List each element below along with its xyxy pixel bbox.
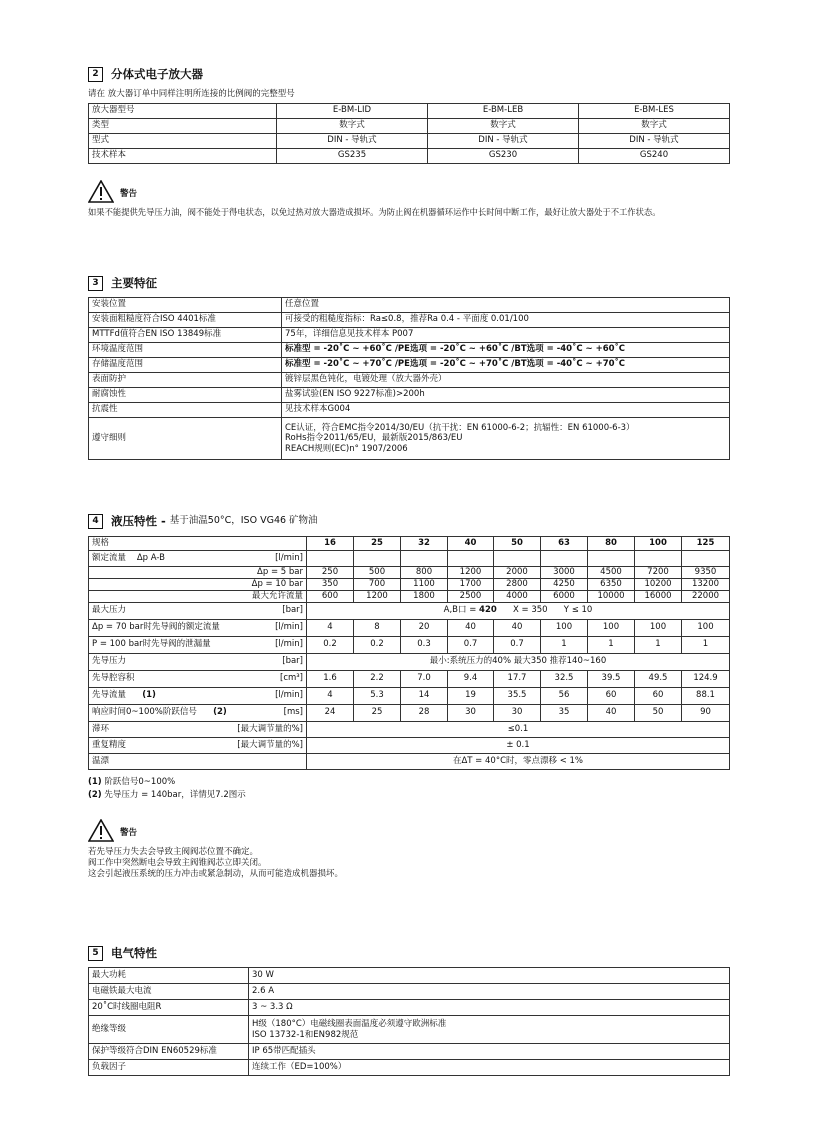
param-value: 100 [588,620,635,637]
param-label: P = 100 bar时先导阀的泄漏量 [92,639,211,650]
size-header-row [89,537,730,551]
param-unit: [cm³] [280,673,303,684]
param-unit: [l/min] [275,690,303,701]
span-label-cell [89,722,307,738]
section-3-header [88,276,157,291]
flow-value: 350 [307,579,354,591]
table-row [89,373,730,388]
warning-label: 警告 [120,189,138,200]
elec-label: 最大功耗 [89,968,249,984]
feature-label: 遵守细则 [89,418,282,460]
empty-cell [401,551,448,567]
pilot-pressure-value: 最小:系统压力的40% 最大350 推荐140~160 [307,654,730,671]
table-cell: DIN - 导轨式 [579,134,730,149]
warning-label: 警告 [120,828,138,839]
flow-value: 700 [354,579,401,591]
param-note: (1) [142,690,156,701]
param-label: 先导流量 [92,690,127,701]
feature-label: 存储温度范围 [89,358,282,373]
table-row [89,328,730,343]
empty-cell [682,551,730,567]
flow-unit: [l/min] [275,552,303,563]
section-title: 液压特性 - [111,513,166,528]
size-header: 32 [401,537,448,551]
flow-row [89,567,730,579]
flow-value: 16000 [635,591,682,603]
param-value: 124.9 [682,671,730,688]
pressure-ab: A,B口 = [443,605,480,616]
elec-label: 保护等级符合DIN EN60529标准 [89,1044,249,1060]
table-cell: E-BM-LEB [428,104,579,119]
table-cell: 数字式 [428,119,579,134]
param-label: 先导腔容积 [92,673,135,684]
flow-row [89,591,730,603]
flow-row [89,579,730,591]
warning-line: 这会引起液压系统的压力冲击或紧急制动，从而可能造成机器损坏。 [88,869,344,880]
size-header: 80 [588,537,635,551]
param-value: 35 [541,705,588,722]
param-value: 40 [494,620,541,637]
empty-cell [541,551,588,567]
warning-icon [88,180,114,203]
param-value: 100 [541,620,588,637]
param-value: 2.2 [354,671,401,688]
param-note: (2) [213,707,227,718]
elec-value: 2.6 A [249,984,730,1000]
param-value: 40 [588,705,635,722]
param-label-cell [89,671,307,688]
feature-value: 任意位置 [282,298,730,313]
param-value: 4 [307,620,354,637]
flow-value: 2500 [448,591,494,603]
warning-2-text [88,847,343,880]
flow-value: 1200 [354,591,401,603]
empty-cell [448,551,494,567]
pilot-pressure-row [89,654,730,671]
feature-value: 可接受的粗糙度指标：Ra≤0.8，推荐Ra 0.4 - 平面度 0.01/100 [282,313,730,328]
table-row [89,119,730,134]
flow-label-cell [89,551,307,567]
param-value: 28 [401,705,448,722]
size-header: 50 [494,537,541,551]
section-5-header [88,946,157,961]
flow-value: 3000 [541,567,588,579]
elec-label: 电磁铁最大电流 [89,984,249,1000]
section-number: 5 [88,946,103,961]
empty-cell [635,551,682,567]
table-row [89,388,730,403]
flow-value: 10200 [635,579,682,591]
footnote-2 [88,791,246,801]
span-label: 重复精度 [92,739,127,750]
feature-value: 75年，详细信息见技术样本 P007 [282,328,730,343]
param-value: 9.4 [448,671,494,688]
size-header: 25 [354,537,401,551]
span-label: 温漂 [92,755,110,766]
param-label: 响应时间0~100%阶跃信号 [92,707,197,718]
flow-row-label: 最大允许流量 [89,591,307,603]
pressure-unit: [bar] [282,605,303,616]
table-cell: 放大器型号 [89,104,277,119]
table-cell: DIN - 导轨式 [277,134,428,149]
feature-value: 见技术样本G004 [282,403,730,418]
param-value: 39.5 [588,671,635,688]
insulation-line: ISO 13732-1和EN982规范 [252,1029,359,1040]
param-row [89,688,730,705]
flow-value: 800 [401,567,448,579]
empty-cell [354,551,401,567]
hydraulic-table [88,536,730,770]
param-value: 100 [635,620,682,637]
compliance-line: RoHs指令2011/65/EU，最新版2015/863/EU [285,433,463,444]
pilot-pressure-label-cell [89,654,307,671]
feature-label: 安装位置 [89,298,282,313]
table-row [89,358,730,373]
flow-value: 1800 [401,591,448,603]
param-value: 1 [541,637,588,654]
insulation-line: H级（180°C）电磁线圈表面温度必须遵守欧洲标准 [252,1019,447,1030]
table-row [89,984,730,1000]
table-row [89,968,730,984]
warning-1 [88,180,137,203]
flow-value: 250 [307,567,354,579]
section-4-header [88,514,318,529]
flow-value: 1200 [448,567,494,579]
empty-cell [494,551,541,567]
span-value: 在ΔT = 40°C时，零点漂移 < 1% [307,754,730,770]
span-unit: [最大调节量的%] [237,739,303,750]
pilot-pressure-unit: [bar] [282,656,303,667]
param-value: 24 [307,705,354,722]
table-row [89,104,730,119]
table-row [89,403,730,418]
table-cell: DIN - 导轨式 [428,134,579,149]
flow-value: 2800 [494,579,541,591]
flow-title-row [89,551,730,567]
span-row [89,738,730,754]
param-value: 17.7 [494,671,541,688]
footnote-1-text: 阶跃信号0~100% [104,777,176,787]
table-row [89,149,730,164]
param-value: 0.2 [307,637,354,654]
pressure-label: 最大压力 [92,605,127,616]
param-row [89,705,730,722]
feature-label: 安装面粗糙度符合ISO 4401标准 [89,313,282,328]
pressure-value [307,603,730,620]
table-row [89,298,730,313]
section-number: 4 [88,514,103,529]
param-value: 20 [401,620,448,637]
flow-value: 600 [307,591,354,603]
span-label-cell [89,754,307,770]
warning-1-text: 如果不能提供先导压力油，阀不能处于得电状态，以免过热对放大器造成损坏。为防止阀在机器循环运作中长时间中断工作，最好让放大器处于不工作状态。 [88,207,661,217]
span-value: ± 0.1 [307,738,730,754]
table-cell: 技术样本 [89,149,277,164]
flow-value: 1100 [401,579,448,591]
feature-label: MTTFd值符合EN ISO 13849标准 [89,328,282,343]
flow-value: 4000 [494,591,541,603]
param-value: 8 [354,620,401,637]
param-value: 7.0 [401,671,448,688]
param-unit: [l/min] [275,622,303,633]
table-row [89,1060,730,1076]
table-row [89,343,730,358]
section-title: 分体式电子放大器 [111,66,203,81]
section-number: 3 [88,276,103,291]
flow-value: 6000 [541,591,588,603]
section-number: 2 [88,67,103,82]
pressure-ab-value: 420 [479,605,497,616]
feature-value: 标准型 = -20˚C ~ +60˚C /PE选项 = -20˚C ~ +60˚C /BT选项 = -40˚C ~ +60˚C [282,343,730,358]
feature-label: 耐腐蚀性 [89,388,282,403]
flow-label: 额定流量 [92,552,127,563]
span-value: ≤0.1 [307,722,730,738]
pressure-x: X = 350 [513,605,548,616]
param-value: 40 [448,620,494,637]
insulation-row [89,1016,730,1044]
size-header: 100 [635,537,682,551]
pressure-y: Y ≤ 10 [563,605,593,616]
param-value: 60 [635,688,682,705]
param-value: 100 [682,620,730,637]
param-value: 5.3 [354,688,401,705]
param-row [89,671,730,688]
flow-value: 4250 [541,579,588,591]
footnote-1-number: (1) [88,777,102,787]
table-cell: 型式 [89,134,277,149]
warning-line: 若先导压力失去会导致主阀阀芯位置不确定。 [88,847,259,857]
table-row [89,1000,730,1016]
section-subtitle: 基于油温50°C，ISO VG46 矿物油 [169,515,318,527]
param-value: 0.2 [354,637,401,654]
span-row [89,754,730,770]
footnote-2-number: (2) [88,790,102,800]
feature-value: 镀锌层黑色钝化，电镀处理（放大器外壳） [282,373,730,388]
param-value: 90 [682,705,730,722]
param-value: 0.7 [494,637,541,654]
warning-icon [88,819,114,842]
table-cell: GS230 [428,149,579,164]
param-value: 25 [354,705,401,722]
param-value: 4 [307,688,354,705]
flow-value: 10000 [588,591,635,603]
flow-value: 500 [354,567,401,579]
section-title: 电气特性 [111,945,157,960]
param-value: 56 [541,688,588,705]
main-features-table [88,297,730,460]
flow-row-label: Δp = 5 bar [89,567,307,579]
param-value: 1 [682,637,730,654]
param-row [89,620,730,637]
feature-value: 标准型 = -20˚C ~ +70˚C /PE选项 = -20˚C ~ +70˚C /BT选项 = -40˚C ~ +70˚C [282,358,730,373]
table-cell: 数字式 [277,119,428,134]
table-cell: GS240 [579,149,730,164]
elec-value: 连续工作（ED=100%） [249,1060,730,1076]
size-header: 125 [682,537,730,551]
warning-2 [88,819,137,842]
amplifier-note: 请在 放大器订单中同样注明所连接的比例阀的完整型号 [88,89,295,99]
flow-value: 1700 [448,579,494,591]
param-value: 49.5 [635,671,682,688]
pilot-pressure-label: 先导压力 [92,656,127,667]
param-value: 1.6 [307,671,354,688]
span-label-cell [89,738,307,754]
amplifier-table [88,103,730,164]
elec-value: 30 W [249,968,730,984]
table-row [89,134,730,149]
param-value: 1 [635,637,682,654]
compliance-line: CE认证，符合EMC指令2014/30/EU（抗干扰：EN 61000-6-2；抗辐性：EN 61000-6-3） [285,423,635,434]
flow-value: 4500 [588,567,635,579]
table-cell: 类型 [89,119,277,134]
param-value: 88.1 [682,688,730,705]
feature-label: 环境温度范围 [89,343,282,358]
param-value: 19 [448,688,494,705]
param-label-cell [89,688,307,705]
section-2-header [88,67,203,82]
param-value: 0.3 [401,637,448,654]
span-unit: [最大调节量的%] [237,723,303,734]
flow-value: 13200 [682,579,730,591]
param-value: 1 [588,637,635,654]
param-value: 14 [401,688,448,705]
elec-value: 3 ~ 3.3 Ω [249,1000,730,1016]
elec-label: 绝缘等级 [89,1016,249,1044]
compliance-value [282,418,730,460]
flow-value: 22000 [682,591,730,603]
spec-label: 规格 [89,537,307,551]
feature-value: 盐雾试验(EN ISO 9227标准)>200h [282,388,730,403]
param-value: 35.5 [494,688,541,705]
size-header: 16 [307,537,354,551]
footnote-1 [88,778,175,788]
pressure-label-cell [89,603,307,620]
span-row [89,722,730,738]
flow-sub: Δp A-B [136,552,165,563]
empty-cell [588,551,635,567]
section-title: 主要特征 [111,275,157,290]
param-row [89,637,730,654]
param-label: Δp = 70 bar时先导阀的额定流量 [92,622,220,633]
size-header: 63 [541,537,588,551]
size-header: 40 [448,537,494,551]
span-label: 滞环 [92,723,110,734]
flow-value: 9350 [682,567,730,579]
param-unit: [ms] [283,707,303,718]
flow-value: 6350 [588,579,635,591]
table-cell: 数字式 [579,119,730,134]
compliance-row [89,418,730,460]
table-row [89,313,730,328]
footnote-2-text: 先导压力 = 140bar，详情见7.2图示 [104,790,246,800]
compliance-line: REACH规则(EC)n° 1907/2006 [285,443,408,454]
param-value: 32.5 [541,671,588,688]
pressure-row [89,603,730,620]
feature-label: 表面防护 [89,373,282,388]
elec-label: 20˚C时线圈电阻R [89,1000,249,1016]
table-cell: GS235 [277,149,428,164]
param-label-cell [89,637,307,654]
warning-line: 阀工作中突然断电会导致主阀锥阀芯立即关闭。 [88,858,267,869]
feature-label: 抗震性 [89,403,282,418]
param-value: 30 [494,705,541,722]
param-value: 60 [588,688,635,705]
insulation-value [249,1016,730,1044]
param-value: 30 [448,705,494,722]
param-value: 50 [635,705,682,722]
flow-value: 7200 [635,567,682,579]
param-label-cell [89,620,307,637]
table-row [89,1044,730,1060]
param-unit: [l/min] [275,639,303,650]
empty-cell [307,551,354,567]
elec-label: 负载因子 [89,1060,249,1076]
param-value: 0.7 [448,637,494,654]
flow-row-label: Δp = 10 bar [89,579,307,591]
electrical-table [88,967,730,1076]
param-label-cell [89,705,307,722]
flow-value: 2000 [494,567,541,579]
elec-value: IP 65带匹配插头 [249,1044,730,1060]
table-cell: E-BM-LID [277,104,428,119]
table-cell: E-BM-LES [579,104,730,119]
